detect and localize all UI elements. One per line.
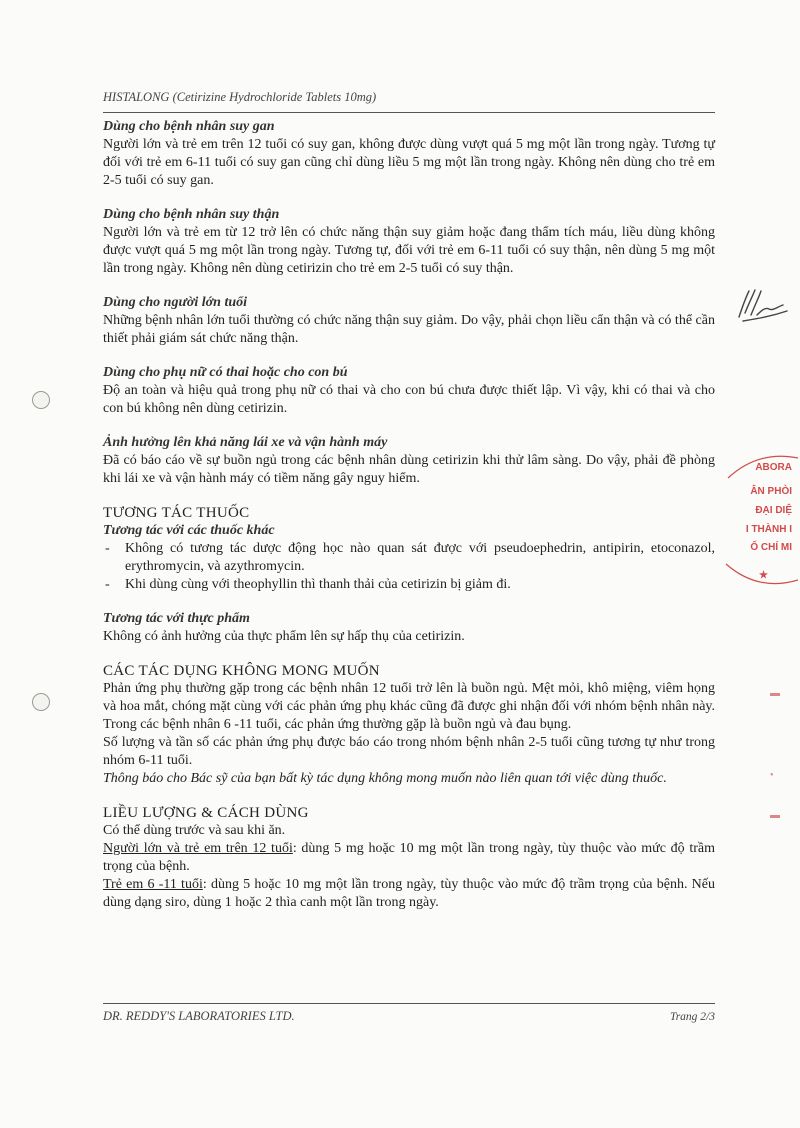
drug-interactions-list bbox=[103, 540, 715, 594]
stamp-text: I THÀNH I bbox=[745, 524, 792, 535]
footer-page-number: Trang 2/3 bbox=[669, 1011, 715, 1023]
driving-section-text: Đã có báo cáo về sự buồn ngủ trong các bệnh nhân dùng cetirizin khi thử lâm sàng. Do vậy, phải đề phòng khi lái xe và vận hành máy có tiềm năng gây nguy hiểm. bbox=[103, 453, 715, 486]
list-item: - Không có tương tác dược động học nào quan sát được với pseudoephedrin, antipirin, etoconazol, erythromycin, và azythromycin. bbox=[103, 540, 715, 576]
punch-hole bbox=[32, 391, 50, 409]
pregnancy-section-text: Độ an toàn và hiệu quả trong phụ nữ có thai và cho con bú chưa được thiết lập. Vì vậy, khi có thai và cho con bú không nên dùng cetirizin. bbox=[103, 383, 715, 416]
edge-mark: • bbox=[770, 770, 774, 781]
dosage-heading: LIỀU LƯỢNG & CÁCH DÙNG bbox=[103, 805, 309, 821]
adverse-effects-note: Thông báo cho Bác sỹ của bạn bất kỳ tác dụng không mong muốn nào liên quan tới việc dùng thuốc. bbox=[103, 771, 667, 786]
header-divider bbox=[103, 112, 715, 113]
edge-mark: ▬ bbox=[770, 688, 780, 699]
stamp-text: Ố CHÍ MI bbox=[750, 542, 792, 553]
dosage-adult-text: : dùng 5 mg hoặc 10 mg một lần trong ngày, tùy thuộc vào mức độ trầm trọng của bệnh. bbox=[103, 841, 715, 874]
stamp-text: ĐẠI DIỆ bbox=[755, 505, 792, 516]
dosage-adult bbox=[103, 840, 715, 876]
stamp-star-icon: ★ bbox=[759, 570, 768, 581]
dosage-child-text: : dùng 5 hoặc 10 mg một lần trong ngày, tùy thuộc vào mức độ trầm trọng của bệnh. Nếu dùng dạng siro, dùng 1 hoặc 2 thìa canh một lần trong ngày. bbox=[103, 877, 715, 910]
elderly-section-title: Dùng cho người lớn tuổi bbox=[103, 295, 248, 310]
edge-mark: ▬ bbox=[770, 810, 780, 821]
document-body bbox=[103, 118, 715, 912]
dosage-child bbox=[103, 876, 715, 912]
stamp-arc-icon bbox=[718, 562, 798, 592]
footer-divider bbox=[103, 1003, 715, 1004]
adverse-effects-heading: CÁC TÁC DỤNG KHÔNG MONG MUỐN bbox=[103, 663, 380, 679]
dosage-adult-label: Người lớn và trẻ em trên 12 tuổi bbox=[103, 841, 293, 856]
dosage-intro: Có thể dùng trước và sau khi ăn. bbox=[103, 823, 286, 838]
stamp-text: ABORA bbox=[755, 462, 792, 473]
punch-hole bbox=[32, 693, 50, 711]
document-header: HISTALONG (Cetirizine Hydrochloride Tablets 10mg) bbox=[103, 90, 377, 104]
kidney-section-text: Người lớn và trẻ em từ 12 trở lên có chức năng thận suy giảm hoặc đang thẩm tích máu, liều dùng không được vượt quá 5 mg một lần trong ngày. Tương tự, đối với trẻ em 6-11 tuổi có suy thận, nên dùng 5 mg một lần trong ngày. Không nên dùng cetirizin cho trẻ em 2-5 tuổi có suy thận. bbox=[103, 225, 715, 276]
kidney-section-title: Dùng cho bệnh nhân suy thận bbox=[103, 207, 280, 222]
drug-interactions-title: Tương tác với các thuốc khác bbox=[103, 523, 275, 538]
elderly-section-text: Những bệnh nhân lớn tuổi thường có chức năng thận suy giảm. Do vậy, phải chọn liều cẩn thận và có thể cần thiết phải giám sát chức năng thận. bbox=[103, 313, 715, 346]
food-interactions-text: Không có ảnh hưởng của thực phẩm lên sự hấp thụ của cetirizin. bbox=[103, 629, 465, 644]
food-interactions-title: Tương tác với thực phẩm bbox=[103, 611, 250, 626]
pregnancy-section-title: Dùng cho phụ nữ có thai hoặc cho con bú bbox=[103, 365, 348, 380]
official-stamp bbox=[718, 450, 798, 600]
adverse-effects-text-2: Số lượng và tần số các phản ứng phụ được báo cáo trong nhóm bệnh nhân 2-5 tuổi cũng tương tự như trong nhóm 6-11 tuổi. bbox=[103, 735, 715, 768]
interactions-heading: TƯƠNG TÁC THUỐC bbox=[103, 505, 250, 521]
adverse-effects-text-1: Phản ứng phụ thường gặp trong các bệnh nhân 12 tuổi trở lên là buồn ngủ. Mệt mỏi, khô miệng, viêm họng và hoa mắt, chóng mặt cùng với các phản ứng phụ khác cũng đã được ghi nhận đối với nhóm bệnh nhân này. Trong các bệnh nhân 6 -11 tuổi, các phản ứng thường gặp là buồn ngủ và đau bụng. bbox=[103, 681, 715, 732]
signature-icon bbox=[735, 285, 790, 325]
driving-section-title: Ảnh hưởng lên khả năng lái xe và vận hành máy bbox=[103, 435, 388, 450]
footer-company: DR. REDDY'S LABORATORIES LTD. bbox=[103, 1009, 295, 1023]
stamp-text: ÂN PHÒI bbox=[750, 486, 792, 497]
liver-section-title: Dùng cho bệnh nhân suy gan bbox=[103, 119, 275, 134]
dosage-child-label: Trẻ em 6 -11 tuổi bbox=[103, 877, 203, 892]
list-item: - Khi dùng cùng với theophyllin thì thanh thải của cetirizin bị giảm đi. bbox=[103, 576, 715, 594]
liver-section-text: Người lớn và trẻ em trên 12 tuổi có suy gan, không được dùng vượt quá 5 mg một lần trong ngày. Tương tự đối với trẻ em 6-11 tuổi có suy gan cũng chỉ dùng liều 5 mg một lần trong ngày. Không nên dùng cho trẻ em 2-5 tuổi có suy gan. bbox=[103, 137, 715, 188]
